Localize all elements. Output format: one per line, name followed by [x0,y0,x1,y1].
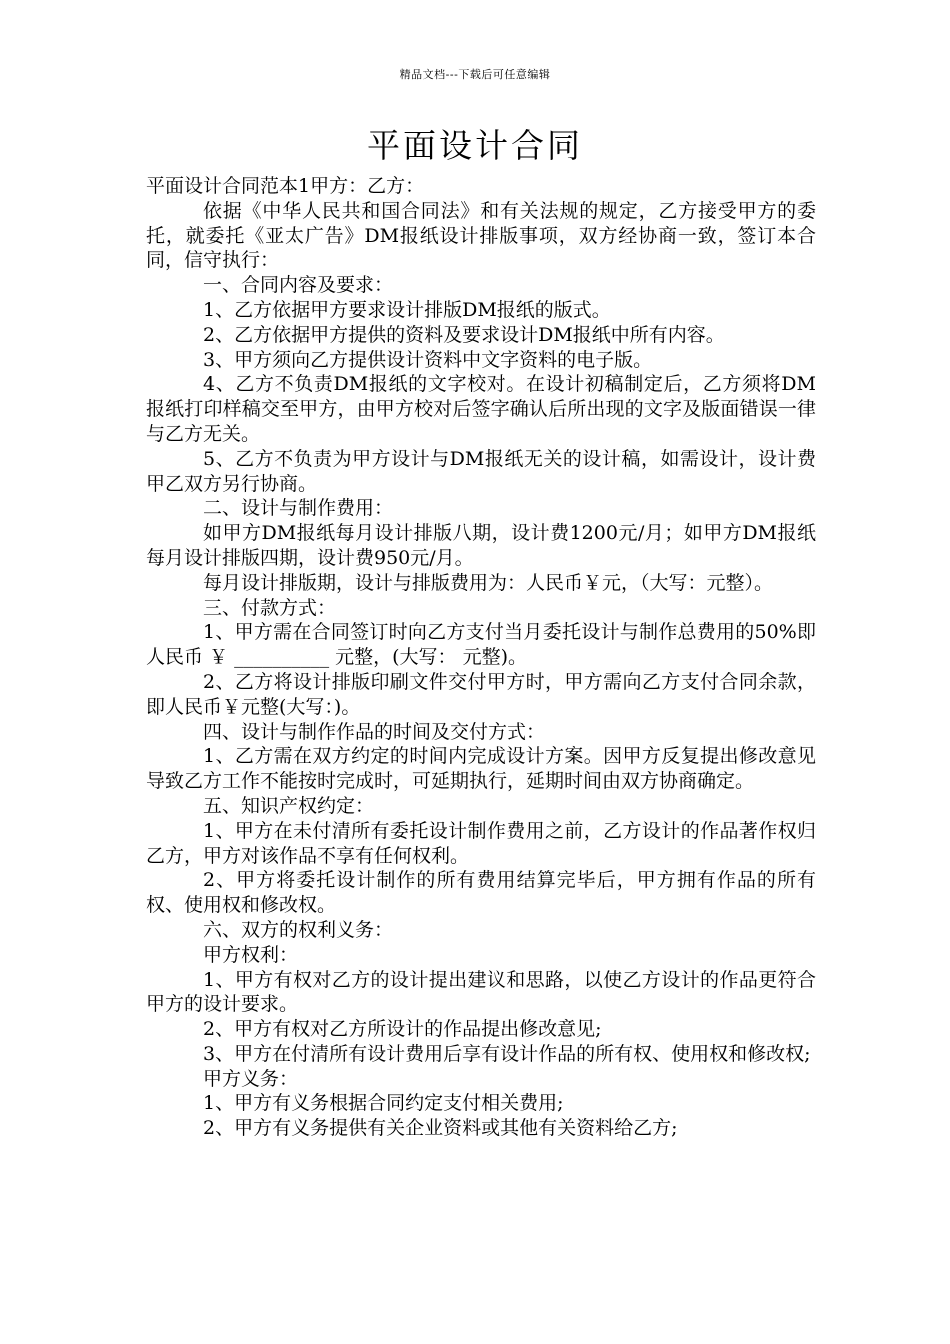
clause-2-fee-schedule: 如甲方DM报纸每月设计排版八期，设计费1200元/月；如甲方DM报纸每月设计排版四期，设计费950元/月。 [146,522,816,569]
clause-3-2: 2、乙方将设计排版印刷文件交付甲方时，甲方需向乙方支付合同余款，即人民币￥元整(大写：)。 [146,670,816,718]
section-heading-2: 二、设计与制作费用： [203,497,394,520]
page-header-note: 精品文档---下载后可任意编辑 [399,68,551,81]
clause-5-2: 2、甲方将委托设计制作的所有费用结算完毕后，甲方拥有作品的所有权、使用权和修改权。 [146,869,816,917]
subheading-party-a-rights: 甲方权利： [203,943,299,966]
clause-5-1: 1、甲方在未付清所有委托设计制作费用之前，乙方设计的作品著作权归乙方，甲方对该作品不享有任何权利。 [146,819,816,867]
document-title: 平面设计合同 [367,126,583,165]
clause-6-obligations-2: 2、甲方有义务提供有关企业资料或其他有关资料给乙方; [203,1117,678,1140]
subheading-party-a-obligations: 甲方义务： [203,1067,299,1090]
clause-1-3: 3、甲方须向乙方提供设计资料中文字资料的电子版。 [203,348,653,371]
section-heading-5: 五、知识产权约定： [203,794,375,817]
clause-1-2: 2、乙方依据甲方提供的资料及要求设计DM报纸中所有内容。 [203,323,725,346]
clause-2-monthly-fee: 每月设计排版期，设计与排版费用为：人民币￥元，（大写：元整）。 [203,571,774,594]
clause-1-5: 5、乙方不负责为甲方设计与DM报纸无关的设计稿，如需设计，设计费甲乙双方另行协商。 [146,447,816,495]
section-heading-3: 三、付款方式： [203,596,337,619]
preamble-paragraph: 依据《中华人民共和国合同法》和有关法规的规定，乙方接受甲方的委托，就委托《亚太广告》DM报纸设计排版事项，双方经协商一致，签订本合同，信守执行： [146,199,816,272]
clause-6-rights-3: 3、甲方在付清所有设计费用后享有设计作品的所有权、使用权和修改权; [203,1042,811,1065]
clause-1-4: 4、乙方不负责DM报纸的文字校对。在设计初稿制定后，乙方须将DM报纸打印样稿交至甲方，由甲方校对后签字确认后所出现的文字及版面错误一律与乙方无关。 [146,373,816,445]
clause-1-1: 1、乙方依据甲方要求设计排版DM报纸的版式。 [203,298,611,321]
document-body [146,174,816,1141]
contract-intro-line: 平面设计合同范本1甲方：乙方： [146,175,425,197]
section-heading-1: 一、合同内容及要求： [203,274,394,297]
section-heading-4: 四、设计与制作作品的时间及交付方式： [203,720,546,743]
clause-3-1: 1、甲方需在合同签订时向乙方支付当月委托设计与制作总费用的50%即人民币 ￥ __________ 元整，(大写： 元整)。 [146,621,816,669]
clause-6-rights-1: 1、甲方有权对乙方的设计提出建议和思路，以使乙方设计的作品更符合甲方的设计要求。 [146,968,816,1016]
clause-6-rights-2: 2、甲方有权对乙方所设计的作品提出修改意见; [203,1018,602,1041]
section-heading-6: 六、双方的权利义务： [203,918,394,941]
clause-4-1: 1、乙方需在双方约定的时间内完成设计方案。因甲方反复提出修改意见导致乙方工作不能按时完成时，可延期执行，延期时间由双方协商确定。 [146,745,816,793]
clause-6-obligations-1: 1、甲方有义务根据合同约定支付相关费用; [203,1092,564,1115]
